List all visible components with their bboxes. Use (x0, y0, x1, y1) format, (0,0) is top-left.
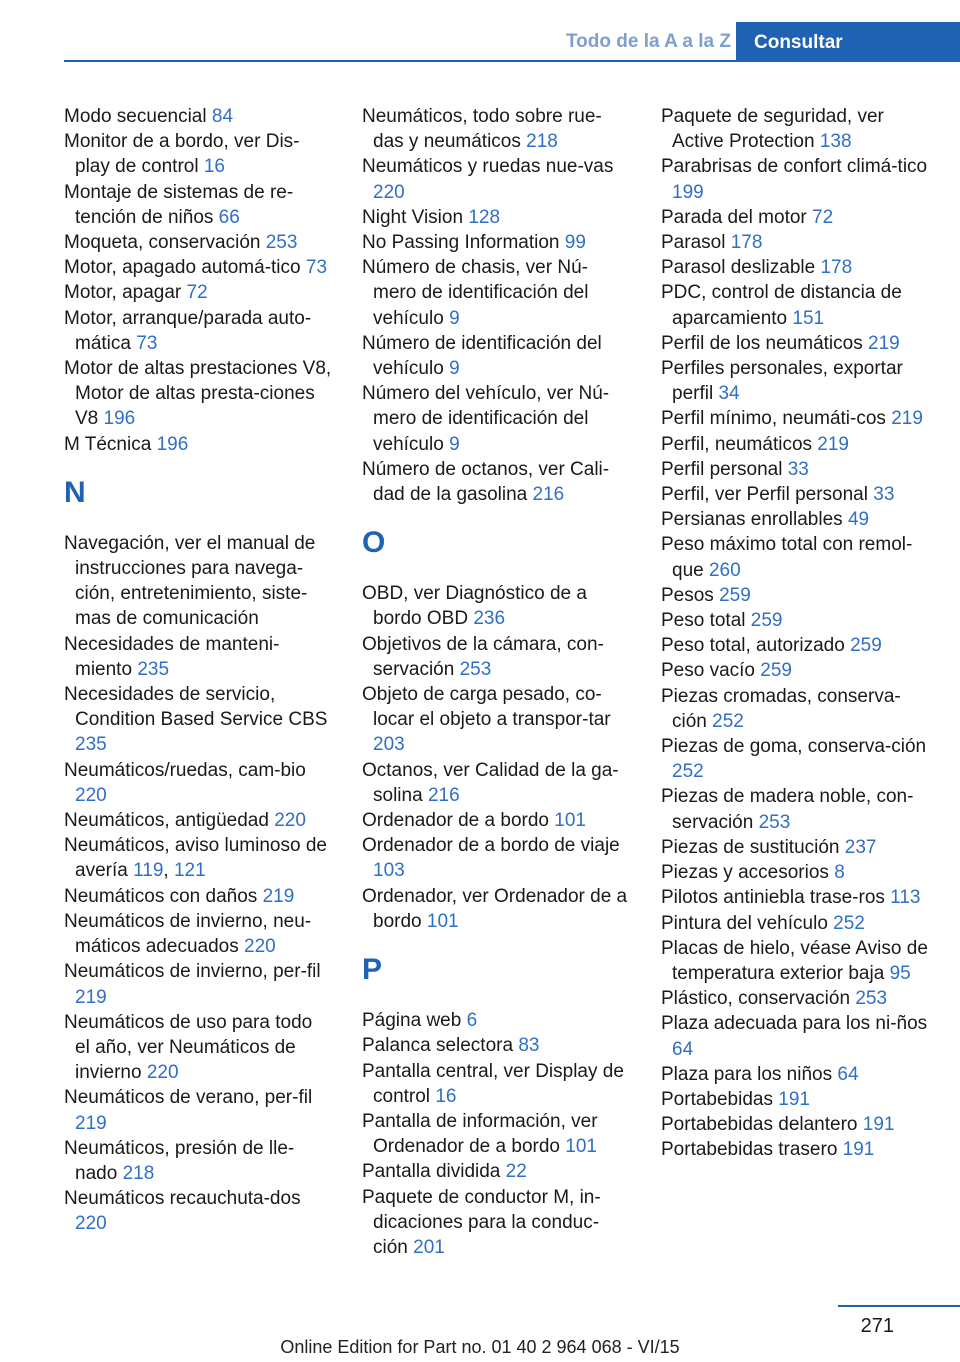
index-entry (661, 911, 929, 936)
page-ref-link[interactable]: 101 (426, 910, 459, 932)
index-entry-text: Neumáticos, antigüedad (64, 810, 269, 832)
page-ref-link[interactable]: 219 (817, 433, 849, 455)
page-ref-link[interactable]: 73 (136, 332, 158, 354)
section-tab-consultar[interactable]: Consultar (736, 22, 960, 62)
index-entry (661, 406, 929, 431)
page-ref-link[interactable]: 237 (844, 836, 877, 858)
index-entry (362, 331, 630, 381)
index-entry (661, 658, 929, 683)
index-entry (661, 1137, 929, 1162)
index-entry-text: Octanos, ver Calidad de la ga-solina (362, 759, 619, 806)
index-entry (64, 306, 332, 356)
page-ref-link[interactable]: 84 (211, 106, 234, 127)
page-ref-link[interactable]: 259 (719, 584, 751, 606)
page-ref-link[interactable]: 191 (778, 1088, 810, 1110)
index-entry-text: Neumáticos de invierno, per-fil (64, 961, 321, 983)
footer-rule (838, 1305, 960, 1307)
index-entry-text: Perfil, ver Perfil personal (661, 484, 868, 506)
index-entry-text: Montaje de sistemas de re-tención de niños (64, 181, 294, 228)
index-entry (362, 1159, 630, 1184)
index-entry-text: Pantalla dividida (362, 1161, 501, 1183)
index-entry (64, 1136, 332, 1186)
index-entry (362, 1059, 630, 1109)
index-entry (362, 884, 630, 934)
index-entry-text: Paquete de seguridad, ver Active Protection (661, 106, 884, 153)
index-entry-text: Piezas y accesorios (661, 862, 829, 884)
page-ref-link[interactable]: 253 (855, 988, 888, 1010)
index-entry-text: Plaza para los niños (661, 1063, 833, 1085)
page-ref-link[interactable]: 178 (820, 257, 853, 279)
index-entry (362, 205, 630, 230)
index-entry (661, 633, 929, 658)
index-entry (362, 833, 630, 883)
page-ref-link[interactable]: 66 (218, 206, 240, 228)
index-entry (362, 1185, 630, 1261)
page-ref-link[interactable]: 253 (459, 658, 492, 680)
index-entry (64, 632, 332, 682)
index-entry-text: Parasol deslizable (661, 257, 816, 279)
index-entry (64, 1010, 332, 1086)
index-entry-text: Motor, arranque/parada auto-mática (64, 307, 312, 354)
page-ref-link[interactable]: 260 (708, 559, 741, 581)
page-ref-link[interactable]: 22 (505, 1161, 527, 1183)
index-entry-text: Palanca selectora (362, 1035, 514, 1057)
page-ref-link[interactable]: 64 (672, 1038, 694, 1060)
index-entry-text: Objetivos de la cámara, con-servación (362, 633, 604, 680)
index-entry (661, 1011, 929, 1061)
page-ref-link[interactable]: 9 (449, 358, 460, 380)
index-entry (661, 104, 929, 154)
index-entry-text: Piezas de goma, conserva-ción (661, 736, 927, 758)
index-entry (64, 808, 332, 833)
index-entry-text: Perfiles personales, exportar perfil (661, 358, 903, 405)
index-column-3 (661, 104, 929, 1163)
index-entry (661, 507, 929, 532)
page-ref-link[interactable]: 220 (146, 1062, 179, 1084)
index-entry-text: Pantalla central, ver Display de control (362, 1060, 624, 1107)
index-entry (362, 457, 630, 507)
page-ref-link[interactable]: 219 (75, 1112, 107, 1134)
page-ref-link[interactable]: 220 (373, 181, 405, 203)
index-entry (661, 356, 929, 406)
index-entry (362, 632, 630, 682)
index-entry-text: Perfil mínimo, neumáti-cos (661, 408, 886, 430)
header-rule (64, 60, 960, 62)
page-ref-link[interactable]: 220 (244, 936, 276, 958)
page-ref-link[interactable]: 33 (787, 458, 809, 480)
index-entry-text: Monitor de a bordo, ver Dis-play de control (64, 131, 300, 178)
index-entry (362, 104, 630, 154)
index-column-1 (64, 104, 332, 1237)
index-entry (661, 205, 929, 230)
index-entry (661, 784, 929, 834)
index-entry (362, 381, 630, 457)
index-entry-text: Motor de altas prestaciones V8, Motor de altas presta-ciones V8 (64, 358, 332, 430)
page-ref-link[interactable]: 218 (122, 1162, 155, 1184)
index-entry (64, 1085, 332, 1135)
index-entry (64, 104, 332, 129)
index-entry (362, 682, 630, 758)
page-ref-link[interactable]: 34 (718, 383, 740, 405)
index-entry (661, 1087, 929, 1112)
index-entry (661, 230, 929, 255)
index-entry-text: Plaza adecuada para los ni-ños (661, 1013, 928, 1035)
page-ref-link[interactable]: 9 (449, 433, 460, 455)
page-ref-link[interactable]: 219 (868, 332, 900, 354)
page-ref-link[interactable]: 252 (833, 912, 865, 934)
page-ref-link[interactable]: 64 (837, 1063, 859, 1085)
page-ref-link[interactable]: 259 (750, 610, 783, 632)
page-ref-link[interactable]: 191 (842, 1139, 875, 1161)
index-entry: Neumáticos, aviso luminoso de avería 119, 121 (64, 835, 327, 882)
index-entry-text: Portabebidas (661, 1088, 773, 1110)
page-ref-link[interactable]: 95 (889, 962, 911, 984)
edition-footer: Online Edition for Part no. 01 40 2 964 068 - VI/15 (280, 1337, 680, 1357)
index-entry-text: Pesos (661, 584, 714, 606)
index-entry-text: Persianas enrollables (661, 509, 843, 531)
index-entry-text: Neumáticos recauchuta-dos (64, 1188, 301, 1210)
index-entry-text: Portabebidas trasero (661, 1139, 838, 1161)
index-entry (64, 432, 332, 457)
index-entry (661, 986, 929, 1011)
page-header (0, 22, 960, 62)
index-entry (64, 255, 332, 280)
index-entry-text: Ordenador de a bordo de viaje (362, 835, 620, 857)
page-ref-link[interactable]: 219 (75, 986, 107, 1008)
page-ref-link[interactable]: 216 (532, 484, 565, 506)
index-entry-text: Piezas cromadas, conserva-ción (661, 685, 901, 732)
page-ref-link[interactable]: 49 (847, 509, 870, 531)
index-entry (661, 885, 929, 910)
index-entry-text: No Passing Information (362, 232, 560, 254)
page-ref-link[interactable]: 199 (672, 181, 704, 203)
index-entry-text: Perfil personal (661, 458, 783, 480)
page-ref-link[interactable]: 121 (173, 860, 206, 882)
page-ref-link[interactable]: 220 (75, 784, 107, 806)
page-ref-link[interactable]: 16 (435, 1085, 457, 1107)
index-letter-heading: P (362, 953, 383, 987)
page-ref-link[interactable]: 201 (413, 1236, 445, 1258)
index-entry-text: Motor, apagado automá-tico (64, 257, 301, 279)
index-entry (661, 1062, 929, 1087)
index-entry-text: OBD, ver Diagnóstico de a bordo OBD (362, 583, 587, 630)
index-entry-text: Objeto de carga pesado, co-locar el objeto a transpor-tar (362, 684, 611, 731)
index-entry-text: Night Vision (362, 206, 464, 228)
index-entry-text: Portabebidas delantero (661, 1114, 858, 1136)
page-ref-link[interactable]: 151 (792, 307, 825, 329)
index-entry-text: Moqueta, conservación (64, 232, 261, 254)
index-entry (362, 581, 630, 631)
page-ref-link[interactable]: 83 (518, 1035, 540, 1057)
index-entry-text: Peso total (661, 610, 746, 632)
index-entry-text: Peso máximo total con remol-que (661, 534, 913, 581)
index-entry-text: Peso total, autorizado (661, 635, 845, 657)
index-entry-text: Parasol (661, 232, 726, 254)
index-column-2 (362, 104, 630, 1260)
index-entry-text: Número de chasis, ver Nú-mero de identificación del vehículo (362, 257, 589, 329)
page-ref-link[interactable]: 219 (262, 885, 295, 907)
page-ref-link[interactable]: 113 (890, 887, 921, 909)
page-ref-link[interactable]: 8 (834, 862, 845, 884)
index-entry-text: M Técnica (64, 433, 152, 455)
index-entry (661, 482, 929, 507)
page-ref-link[interactable]: 252 (672, 761, 704, 783)
index-entry (64, 280, 332, 305)
index-entry (661, 457, 929, 482)
index-entry (661, 583, 929, 608)
index-entry-text: Necesidades de servicio, Condition Based Service CBS (64, 684, 328, 731)
page-ref-link[interactable]: 196 (156, 433, 189, 455)
index-entry-text: Placas de hielo, véase Aviso de temperatura exterior baja (661, 937, 928, 984)
page-ref-link[interactable]: 99 (564, 232, 586, 254)
page-ref-link[interactable]: 253 (265, 232, 298, 254)
page-ref-link[interactable]: 253 (758, 811, 791, 833)
index-entry (362, 758, 630, 808)
index-entry (362, 1109, 630, 1159)
page-ref-link[interactable]: 6 (466, 1010, 478, 1032)
index-entry-text: Parada del motor (661, 206, 807, 228)
page-ref-link[interactable]: 101 (565, 1136, 597, 1158)
index-entry (64, 230, 332, 255)
index-entry (661, 432, 929, 457)
index-entry (661, 280, 929, 330)
index-entry-text: Peso vacío (661, 660, 755, 682)
index-entry (661, 734, 929, 784)
index-entry-text: Neumáticos de invierno, neu-máticos adecuados (64, 910, 312, 958)
page-ref-link[interactable]: 33 (873, 484, 895, 506)
index-entry-text: Número de octanos, ver Cali-dad de la gasolina (362, 458, 610, 506)
index-entry (64, 180, 332, 230)
index-entry (661, 255, 929, 280)
index-entry (64, 909, 332, 959)
index-entry (64, 758, 332, 808)
index-letter-heading: N (64, 475, 86, 509)
page-ref-link[interactable]: 259 (760, 660, 792, 682)
index-entry-text: Neumáticos, presión de lle-nado (64, 1137, 295, 1184)
index-entry-text: Parabrisas de confort climá-tico (661, 156, 928, 178)
page-ref-link[interactable]: 73 (305, 257, 328, 279)
index-entry (661, 936, 929, 986)
index-entry-text: Pintura del vehículo (661, 912, 828, 934)
index-entry-text: Piezas de sustitución (661, 836, 840, 858)
page-ref-link[interactable]: 128 (468, 206, 501, 228)
index-entry-text: Perfil, neumáticos (661, 433, 813, 455)
index-entry-text: Número de identificación del vehículo (362, 332, 602, 380)
page-ref-link[interactable]: 235 (137, 658, 170, 680)
page-ref-link[interactable]: 103 (373, 860, 405, 882)
index-entry (362, 255, 630, 331)
index-entry (64, 884, 332, 909)
index-entry (64, 356, 332, 432)
page-ref-link[interactable]: 196 (103, 408, 136, 430)
index-entry-text: PDC, control de distancia de aparcamiento (661, 282, 902, 329)
page-ref-link[interactable]: 252 (712, 710, 744, 732)
index-entry-text: Neumáticos/ruedas, cam-bio (64, 759, 306, 781)
index-entry (661, 331, 929, 356)
index-entry (362, 1033, 630, 1058)
page-ref-link[interactable]: 219 (891, 408, 923, 430)
section-link[interactable]: Todo de la A a la Z (565, 31, 731, 52)
index-letter-heading: O (362, 526, 386, 560)
page-ref-link[interactable]: 119 (133, 860, 164, 882)
index-entry-text: Ordenador de a bordo (362, 810, 549, 832)
page-ref-link[interactable]: 220 (75, 1213, 107, 1235)
index-entry-text: Paquete de conductor M, in-dicaciones para la conduc-ción (362, 1186, 601, 1258)
index-entry (661, 154, 929, 204)
index-entry-text: Número del vehículo, ver Nú-mero de identificación del vehículo (362, 383, 610, 455)
page-ref-link[interactable]: 16 (203, 156, 225, 178)
index-entry (661, 684, 929, 734)
index-entry-text: Neumáticos y ruedas nue-vas (362, 156, 614, 178)
index-entry-text: Piezas de madera noble, con-servación (661, 786, 914, 833)
index-entry-text: Modo secuencial (64, 106, 207, 127)
page-ref-link[interactable]: 191 (862, 1114, 895, 1136)
page-ref-link[interactable]: 203 (373, 734, 405, 756)
index-entry-text: Neumáticos, aviso luminoso de avería (64, 835, 327, 882)
page-ref-link[interactable]: 178 (730, 232, 763, 254)
index-entry-text: Pantalla de información, ver Ordenador de a bordo (362, 1110, 598, 1158)
index-entry-text: Neumáticos, todo sobre rue-das y neumáticos (362, 106, 602, 153)
index-entry-text: Neumáticos de verano, per-fil (64, 1087, 313, 1109)
index-entry-text: Neumáticos con daños (64, 885, 258, 907)
index-entry-text: Navegación, ver el manual de instrucciones para navega-ción, entretenimiento, siste-mas de comunicación (64, 532, 316, 630)
page-ref-link[interactable]: 138 (819, 131, 852, 153)
page-ref-link[interactable]: 72 (186, 282, 208, 304)
page-ref-link[interactable]: 235 (75, 734, 107, 756)
page-ref-link[interactable]: 220 (274, 810, 306, 832)
index-entry (64, 531, 332, 632)
page-ref-link[interactable]: 9 (449, 307, 460, 329)
index-entry-text: Plástico, conservación (661, 988, 851, 1010)
page-ref-link[interactable]: 236 (473, 608, 506, 630)
page-ref-link[interactable]: 259 (850, 635, 882, 657)
index-entry (362, 808, 630, 833)
index-entry (64, 682, 332, 758)
index-entry (362, 1008, 630, 1033)
page-ref-link[interactable]: 72 (812, 206, 834, 228)
page-ref-link[interactable]: 101 (554, 810, 586, 832)
index-entry (661, 1112, 929, 1137)
page-ref-link[interactable]: 218 (526, 131, 558, 153)
index-entry (64, 1186, 332, 1236)
index-entry-text: Necesidades de manteni-miento (64, 633, 280, 680)
page-number: 271 (860, 1315, 894, 1337)
index-entry-text: Perfil de los neumáticos (661, 332, 863, 354)
index-entry-text: Página web (362, 1010, 462, 1032)
index-entry (64, 129, 332, 179)
index-entry (661, 608, 929, 633)
index-entry (362, 154, 630, 204)
index-entry (64, 959, 332, 1009)
index-entry (362, 230, 630, 255)
index-entry (661, 532, 929, 582)
index-entry (661, 860, 929, 885)
index-entry-text: Ordenador, ver Ordenador de a bordo (362, 885, 628, 932)
index-entry-text: Pilotos antiniebla trase-ros (661, 887, 885, 909)
index-entry-text: Motor, apagar (64, 282, 182, 304)
page-ref-link[interactable]: 216 (427, 784, 460, 806)
index-entry-text: Neumáticos de uso para todo el año, ver Neumáticos de invierno (64, 1011, 313, 1084)
index-entry (661, 835, 929, 860)
